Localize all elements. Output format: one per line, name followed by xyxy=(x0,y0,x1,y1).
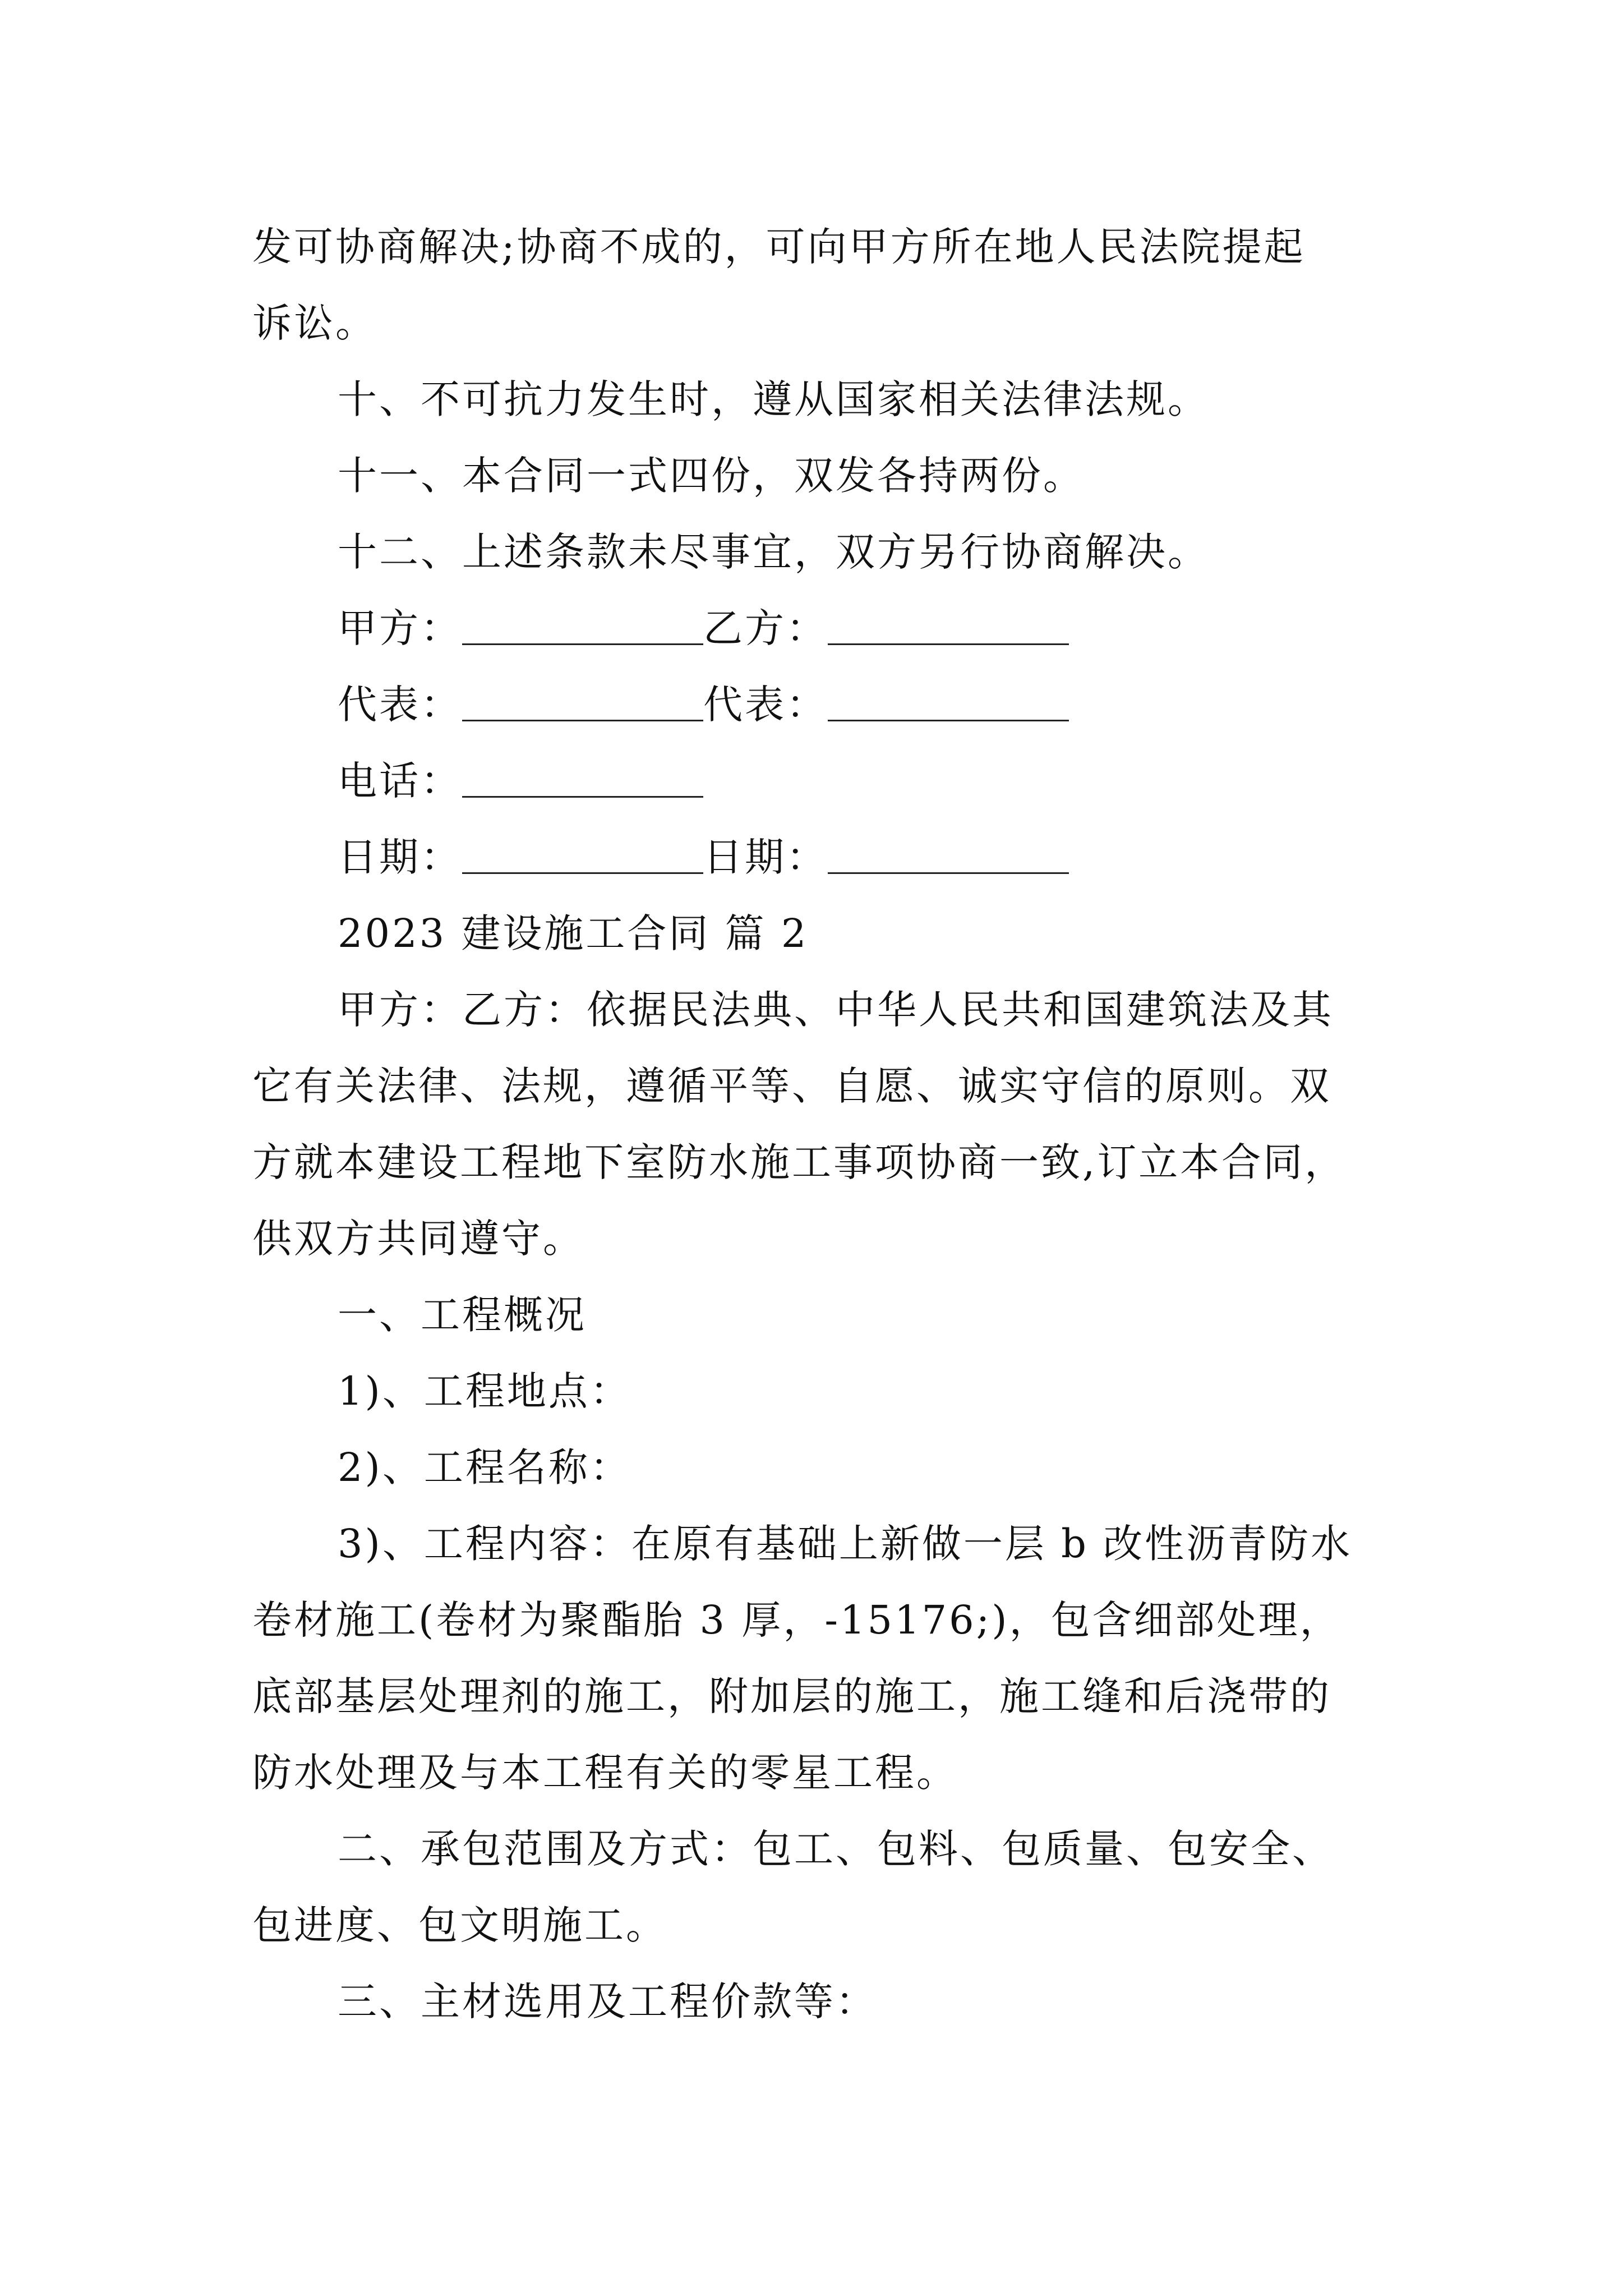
article-10: 十、不可抗力发生时，遵从国家相关法律法规。 xyxy=(338,376,1209,422)
intro-line: 供双方共同遵守。 xyxy=(252,1216,584,1262)
intro-line: 方就本建设工程地下室防水施工事项协商一致,订立本合同， xyxy=(252,1139,1347,1185)
heading-1: 一、工程概况 xyxy=(338,1292,587,1338)
phone-blank[interactable] xyxy=(462,762,703,798)
signature-row-party xyxy=(252,590,1391,666)
party-b-blank[interactable] xyxy=(828,610,1069,645)
list-item: 2)、工程名称： xyxy=(338,1444,631,1490)
signature-row-representative xyxy=(252,666,1391,743)
party-a-label: 甲方： xyxy=(338,605,462,651)
party-a-blank[interactable] xyxy=(462,610,703,645)
list-item-cont: 防水处理及与本工程有关的零星工程。 xyxy=(252,1750,958,1796)
intro-line: 它有关法律、法规，遵循平等、自愿、诚实守信的原则。双 xyxy=(252,1063,1331,1109)
section-title: 2023 建设施工合同 篇 2 xyxy=(338,910,809,956)
date-b-blank[interactable] xyxy=(828,839,1069,874)
signature-row-phone xyxy=(252,743,1391,819)
rep-a-blank[interactable] xyxy=(462,686,703,721)
date-a-label: 日期： xyxy=(338,834,462,880)
list-item: 3)、工程内容：在原有基础上新做一层 b 改性沥青防水 xyxy=(338,1521,1353,1567)
heading-3: 三、主材选用及工程价款等： xyxy=(338,1978,877,2024)
intro-line: 甲方：乙方：依据民法典、中华人民共和国建筑法及其 xyxy=(338,987,1334,1033)
paragraph-line: 发可协商解决;协商不成的，可向甲方所在地人民法院提起 xyxy=(252,224,1306,270)
rep-b-blank[interactable] xyxy=(828,686,1069,721)
heading-2: 二、承包范围及方式：包工、包料、包质量、包安全、 xyxy=(338,1826,1334,1872)
document-body xyxy=(252,209,1391,2040)
signature-row-date xyxy=(252,819,1391,895)
date-b-label: 日期： xyxy=(703,834,828,880)
phone-label: 电话： xyxy=(338,758,462,804)
list-item-cont: 底部基层处理剂的施工，附加层的施工，施工缝和后浇带的 xyxy=(252,1673,1331,1719)
article-11: 十一、本合同一式四份，双发各持两份。 xyxy=(338,453,1085,499)
list-item: 1)、工程地点： xyxy=(338,1368,631,1414)
list-item-cont: 卷材施工(卷材为聚酯胎 3 厚，-15176;)，包含细部处理， xyxy=(252,1597,1341,1643)
date-a-blank[interactable] xyxy=(462,839,703,874)
article-12: 十二、上述条款未尽事宜，双方另行协商解决。 xyxy=(338,529,1209,575)
rep-a-label: 代表： xyxy=(338,682,462,728)
party-b-label: 乙方： xyxy=(703,605,828,651)
rep-b-label: 代表： xyxy=(703,682,828,728)
heading-2-cont: 包进度、包文明施工。 xyxy=(252,1902,667,1948)
paragraph-line: 诉讼。 xyxy=(252,300,377,346)
